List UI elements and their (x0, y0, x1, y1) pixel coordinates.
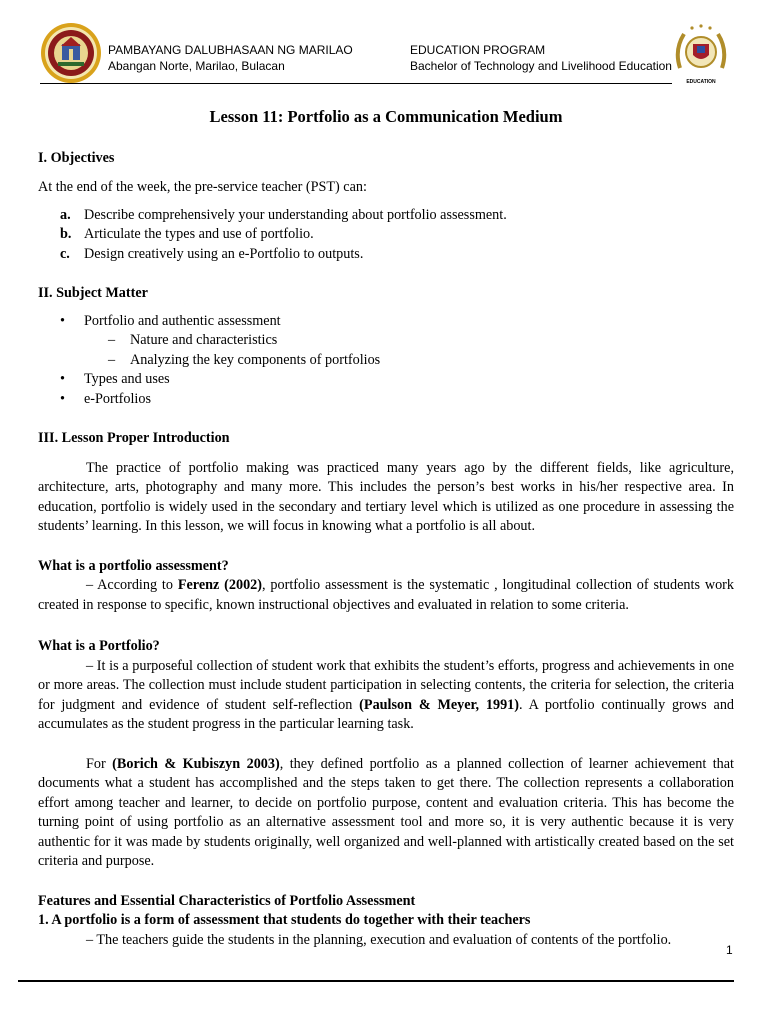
objective-marker: b. (60, 226, 72, 242)
lesson-proper-heading: III. Lesson Proper Introduction (38, 430, 230, 446)
subject-subitem (38, 331, 734, 351)
document-body (38, 100, 734, 950)
education-logo-caption: EDUCATION (686, 79, 716, 85)
header-divider (40, 83, 672, 84)
borich-paragraph (38, 755, 734, 872)
objective-marker: c. (60, 245, 70, 262)
program-name: EDUCATION PROGRAM (410, 43, 546, 57)
objective-item (38, 206, 734, 226)
lesson-title: Lesson 11: Portfolio as a Communication Medium (209, 107, 563, 126)
intro-paragraph: The practice of portfolio making was practiced many years ago by the different fields, like agriculture, architecture, arts, photography and many more. This includes the person’s best works in his/her respective area. In education, portfolio is widely used in the secondary and tertiary level which is utilized as one procedure in assessing the students’ learning. In this lesson, we will focus in knowing what a portfolio is all about. (38, 459, 734, 534)
education-program-logo (672, 22, 730, 86)
bullet-icon: • (60, 390, 65, 407)
subject-item (38, 370, 734, 390)
portfolio-assessment-question: What is a portfolio assessment? (38, 557, 229, 574)
objectives-intro: At the end of the week, the pre-service teacher (PST) can: (38, 179, 367, 195)
objective-item (38, 245, 734, 265)
feature-point-1-text: – The teachers guide the students in the planning, execution and evaluation of contents of the portfolio. (86, 931, 672, 948)
answer-text: , portfolio assessment is the systematic , longitudinal collection of students work created in response to specific, known instructional objectives and evaluated in relation to some criteria. (38, 577, 734, 613)
subject-matter-heading: II. Subject Matter (38, 285, 148, 301)
portfolio-question: What is a Portfolio? (38, 638, 160, 654)
program-degree: Bachelor of Technology and Livelihood Education (410, 59, 672, 73)
citation: (Paulson & Meyer, 1991) (359, 696, 520, 713)
answer-text: – According to (86, 577, 178, 593)
objective-text: Articulate the types and use of portfolio. (84, 226, 314, 242)
answer-text: – It is a purposeful collection of student work that exhibits the student’s efforts, progress and achievements in one or more areas. The collection must include student participation in selecting contents, the criteria for selection, the criteria for judgment and evidence of student self-reflection (38, 657, 734, 713)
features-heading: Features and Essential Characteristics of Portfolio Assessment (38, 892, 416, 909)
school-name: PAMBAYANG DALUBHASAAN NG MARILAO (108, 43, 353, 57)
paragraph-text: , they defined portfolio as a planned collection of learner achievement that documents what a student has accomplished and the steps taken to get there. The collection represents a collaboration effort among teacher and learner, to decide on portfolio purpose, content and evaluation criteria. This has become the turning point of using portfolio as an alternative assessment tool and more so, it is very authentic because it is very authentic for it was made by students originally, well organized and well-planned with artistically created based on the set criteria and purpose. (38, 755, 734, 869)
page-number: 1 (726, 943, 733, 957)
subject-sublist (84, 331, 734, 370)
subject-item-text: e-Portfolios (84, 390, 151, 407)
objective-text: Design creatively using an e-Portfolio to outputs. (84, 245, 364, 262)
dash-icon: – (108, 332, 116, 348)
footer-divider (18, 980, 734, 982)
subject-item-text: Portfolio and authentic assessment (84, 312, 281, 329)
citation: Ferenz (2002) (177, 577, 263, 593)
dash-icon: – (108, 351, 116, 368)
bullet-icon: • (60, 312, 65, 329)
portfolio-answer (38, 657, 734, 735)
objective-item (38, 225, 734, 245)
paragraph-text: For (86, 755, 113, 772)
subject-subitem-text: Nature and characteristics (130, 332, 278, 348)
feature-point-1: 1. A portfolio is a form of assessment that students do together with their teachers (38, 912, 531, 928)
college-seal-logo (40, 22, 102, 84)
objectives-heading: I. Objectives (38, 149, 115, 166)
page-header (0, 0, 768, 90)
subject-item-text: Types and uses (84, 371, 170, 387)
objective-text: Describe comprehensively your understanding about portfolio assessment. (84, 206, 507, 223)
subject-item (38, 312, 734, 371)
answer-text: . A portfolio continually grows and accumulates as the student progress in the particular learning task. (38, 696, 735, 732)
citation: (Borich & Kubiszyn 2003) (112, 755, 280, 772)
subject-subitem (38, 351, 734, 371)
subject-subitem-text: Analyzing the key components of portfolios (130, 351, 381, 368)
school-info (108, 42, 353, 74)
subject-item (38, 390, 734, 410)
bullet-icon: • (60, 371, 65, 387)
objective-marker: a. (60, 206, 71, 223)
objectives-list (38, 206, 734, 265)
portfolio-assessment-answer (38, 576, 734, 615)
subject-matter-list (38, 312, 734, 410)
program-info (410, 42, 672, 74)
school-address: Abangan Norte, Marilao, Bulacan (108, 59, 285, 73)
